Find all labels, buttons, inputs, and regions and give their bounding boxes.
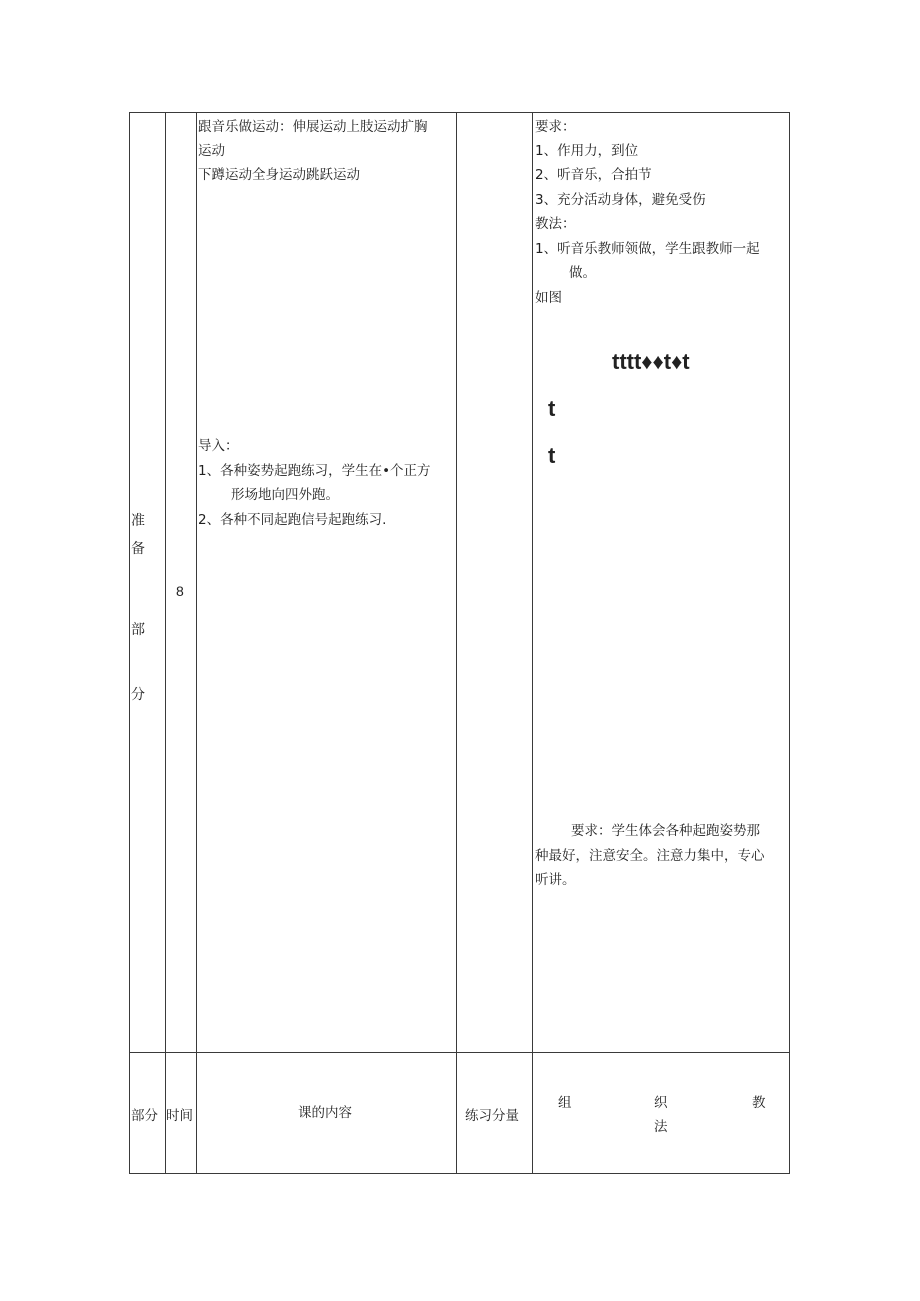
table-top-border	[129, 112, 790, 113]
header-time: 时间	[166, 1108, 193, 1124]
org-requirement-note: 要求：学生体会各种起跑姿势那	[571, 823, 760, 839]
org-method-item-cont: 做。	[569, 265, 596, 281]
header-part: 部分	[131, 1108, 158, 1124]
org-requirement-item: 2、听音乐，合拍节	[535, 167, 652, 183]
org-requirement-item: 1、作用力，到位	[535, 143, 639, 159]
formation-diagram-marker: t	[548, 443, 556, 468]
header-organization-char: 教	[752, 1095, 766, 1111]
section-label-char: 准	[131, 513, 145, 529]
column-divider-amount-org	[532, 112, 533, 1174]
column-divider-part-time	[165, 112, 166, 1174]
table-row-divider	[129, 1052, 790, 1053]
formation-diagram-marker: t	[548, 396, 556, 421]
table-right-border	[789, 112, 790, 1174]
content-intro-item-cont: 形场地向四外跑。	[231, 487, 339, 503]
org-requirement-item: 3、充分活动身体，避免受伤	[535, 192, 706, 208]
content-intro-item: 1、各种姿势起跑练习，学生在•个正方	[198, 463, 431, 479]
section-label-char: 部	[131, 622, 145, 638]
header-organization-char: 组	[558, 1095, 572, 1111]
org-requirement-note: 种最好，注意安全。注意力集中，专心	[535, 848, 765, 864]
header-content: 课的内容	[298, 1105, 352, 1121]
header-organization-char: 法	[654, 1119, 668, 1135]
org-requirement-note: 听讲。	[535, 872, 576, 888]
table-bottom-border	[129, 1173, 790, 1174]
header-organization-char: 织	[654, 1095, 668, 1111]
column-divider-content-amount	[456, 112, 457, 1174]
org-method-item: 1、听音乐教师领做，学生跟教师一起	[535, 241, 760, 257]
content-activity-line: 运动	[198, 143, 225, 159]
section-label-char: 分	[131, 687, 145, 703]
org-requirements-title: 要求：	[535, 119, 576, 135]
content-intro-item: 2、各种不同起跑信号起跑练习.	[198, 512, 387, 528]
content-activity-line: 下蹲运动全身运动跳跃运动	[198, 167, 360, 183]
org-method-title: 教法：	[535, 216, 576, 232]
section-time: 8	[176, 583, 184, 599]
column-divider-time-content	[196, 112, 197, 1174]
table-left-border	[129, 112, 130, 1174]
content-activity-line: 跟音乐做运动：伸展运动上肢运动扩胸	[198, 119, 428, 135]
header-amount: 练习分量	[465, 1108, 519, 1124]
content-intro-title: 导入：	[198, 438, 239, 454]
section-label-char: 备	[131, 541, 145, 557]
formation-diagram-row: tttt♦♦t♦t	[612, 349, 690, 374]
org-figure-label: 如图	[535, 290, 562, 306]
